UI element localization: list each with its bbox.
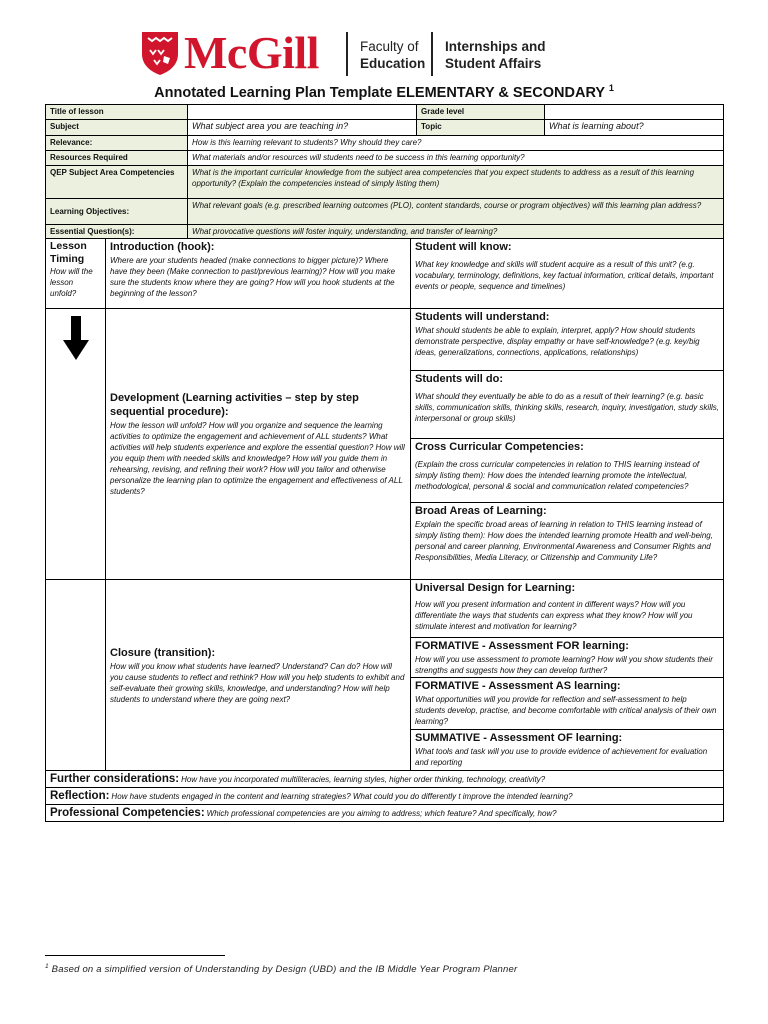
subject-field[interactable]: What subject area you are teaching in?: [188, 120, 417, 136]
grade-level-label: Grade level: [417, 105, 545, 120]
professional-competencies-row[interactable]: Professional Competencies: Which professional competencies are you aiming to address; which feature? And specifically, how?: [46, 805, 724, 822]
faculty-label: Faculty of Education: [360, 39, 426, 71]
resources-field[interactable]: What materials and/or resources will students need to be success in this learning opportunity?: [188, 151, 724, 166]
down-arrow-icon: [63, 316, 89, 360]
further-considerations-row[interactable]: Further considerations: How have you incorporated multiliteracies, learning styles, higher order thinking, technology, creativity?: [46, 771, 724, 788]
department-label: Internships and Student Affairs: [445, 39, 546, 71]
header-divider: [431, 32, 433, 76]
grade-level-field[interactable]: [545, 105, 724, 120]
qep-field[interactable]: What is the important curricular knowledge from the subject area competencies that you expect students to address as a result of this learning opportunity? (Explain the competencies instead of simply listing them): [188, 166, 724, 199]
subject-label: Subject: [46, 120, 188, 136]
closure-cell[interactable]: Closure (transition): How will you know what students have learned? Understand? Can do? How will you cause students to reflect and rethink? How will you help students to exhibit and self-evaluate their growing skills, knowledge, and understanding? How will help students to understand where they are going next?: [106, 580, 411, 771]
header-divider: [346, 32, 348, 76]
title-of-lesson-field[interactable]: [188, 105, 417, 120]
objectives-label: Learning Objectives:: [46, 199, 188, 225]
development-cell[interactable]: Development (Learning activities – step by step sequential procedure): How the lesson will unfold? How will you organize and sequence the learning activities to optimize the engagement and achievement of ALL students? What activities will help students experience and explore the essential question? How will you equip them with needed skills and knowledge? How will you guide them in rehearsing, revising, and refining their work? How will you tailor and otherwise personalize the learning plan to optimize the engagement and effectiveness of ALL students?: [106, 309, 411, 580]
students-will-understand-cell[interactable]: Students will understand: What should students be able to explain, interpret, apply? How should students demonstrate perspective, display empathy or have self-knowledge? (e.g. key/big ideas, generalizations, connections, applications, relationships): [411, 309, 724, 371]
footnote: $^1$ Based on a simplified version of Understanding by Design (UBD) and the IB Middle Year Program Planner: [45, 963, 518, 976]
introduction-cell[interactable]: Introduction (hook): Where are your students headed (make connections to bigger picture)? Where have they been (Make connection to past/previous learning)? How will you make sure the students know where they are going? How will you hook students at the beginning of the lesson?: [106, 239, 411, 309]
cross-curricular-cell[interactable]: Cross Curricular Competencies: (Explain the cross curricular competencies in relation to THIS learning instead of simply listing them): How does the intended learning promote the intellectual, methodological, personal & social and communication related competencies?: [411, 439, 724, 503]
resources-label: Resources Required: [46, 151, 188, 166]
formative-for-cell[interactable]: FORMATIVE - Assessment FOR learning: How will you use assessment to promote learning? How will you show students their strengths and suggests how they can develop further?: [411, 638, 724, 678]
student-will-know-cell[interactable]: Student will know: What key knowledge and skills will student acquire as a result of this unit? (e.g. vocabulary, terminology, definitions, key factual information, critical details, important events or people, sequence and timelines): [411, 239, 724, 309]
students-will-do-cell[interactable]: Students will do: What should they eventually be able to do as a result of their learning? (e.g. basic skills, communication skills, thinking skills, research, inquiry, investigation, study skills, interpersonal or group skills): [411, 371, 724, 439]
reflection-row[interactable]: Reflection: How have students engaged in the content and learning strategies? What could you do differently t improve the intended learning?: [46, 788, 724, 805]
topic-field[interactable]: What is learning about?: [545, 120, 724, 136]
footnote-divider: [45, 955, 225, 956]
timing-arrow-cell: [46, 309, 106, 580]
header-logo-block: [140, 26, 580, 84]
objectives-field[interactable]: What relevant goals (e.g. prescribed learning outcomes (PLO), content standards, course or program objectives) will this learning plan address?: [188, 199, 724, 225]
formative-as-cell[interactable]: FORMATIVE - Assessment AS learning: What opportunities will you provide for reflection and self-assessment to help students develop, practise, and become comfortable with critical analysis of their own learning?: [411, 678, 724, 730]
title-of-lesson-label: Title of lesson: [46, 105, 188, 120]
essential-question-field[interactable]: What provocative questions will foster inquiry, understanding, and transfer of learning?: [188, 225, 724, 239]
broad-areas-cell[interactable]: Broad Areas of Learning: Explain the specific broad areas of learning in relation to THIS learning instead of simply listing them): How does the intended learning promote Health and well-being, personal and career planning, Environmental Awareness and Consumer Rights and Responsibilities, Media Literacy, or Citizenship and Community Life?: [411, 503, 724, 580]
document-title: Annotated Learning Plan Template ELEMENTARY & SECONDARY $^1$: [154, 83, 614, 101]
mcgill-wordmark: McGill: [184, 27, 319, 78]
learning-plan-table: [45, 104, 724, 822]
qep-label: QEP Subject Area Competencies: [46, 166, 188, 199]
lesson-timing-cell: Lesson Timing How will the lesson unfold?: [46, 239, 106, 309]
timing-blank-cell: [46, 580, 106, 771]
relevance-field[interactable]: How is this learning relevant to students? Why should they care?: [188, 136, 724, 151]
summative-cell[interactable]: SUMMATIVE - Assessment OF learning: What tools and task will you use to provide evidence of achievement for evaluation and reporting: [411, 730, 724, 771]
essential-question-label: Essential Question(s):: [46, 225, 188, 239]
relevance-label: Relevance:: [46, 136, 188, 151]
universal-design-cell[interactable]: Universal Design for Learning: How will you present information and content in different ways? How will you differentiate the ways that students can express what they know? How will you stimulate interest and motivation for learning?: [411, 580, 724, 638]
topic-label: Topic: [417, 120, 545, 136]
mcgill-crest-icon: [140, 30, 180, 76]
